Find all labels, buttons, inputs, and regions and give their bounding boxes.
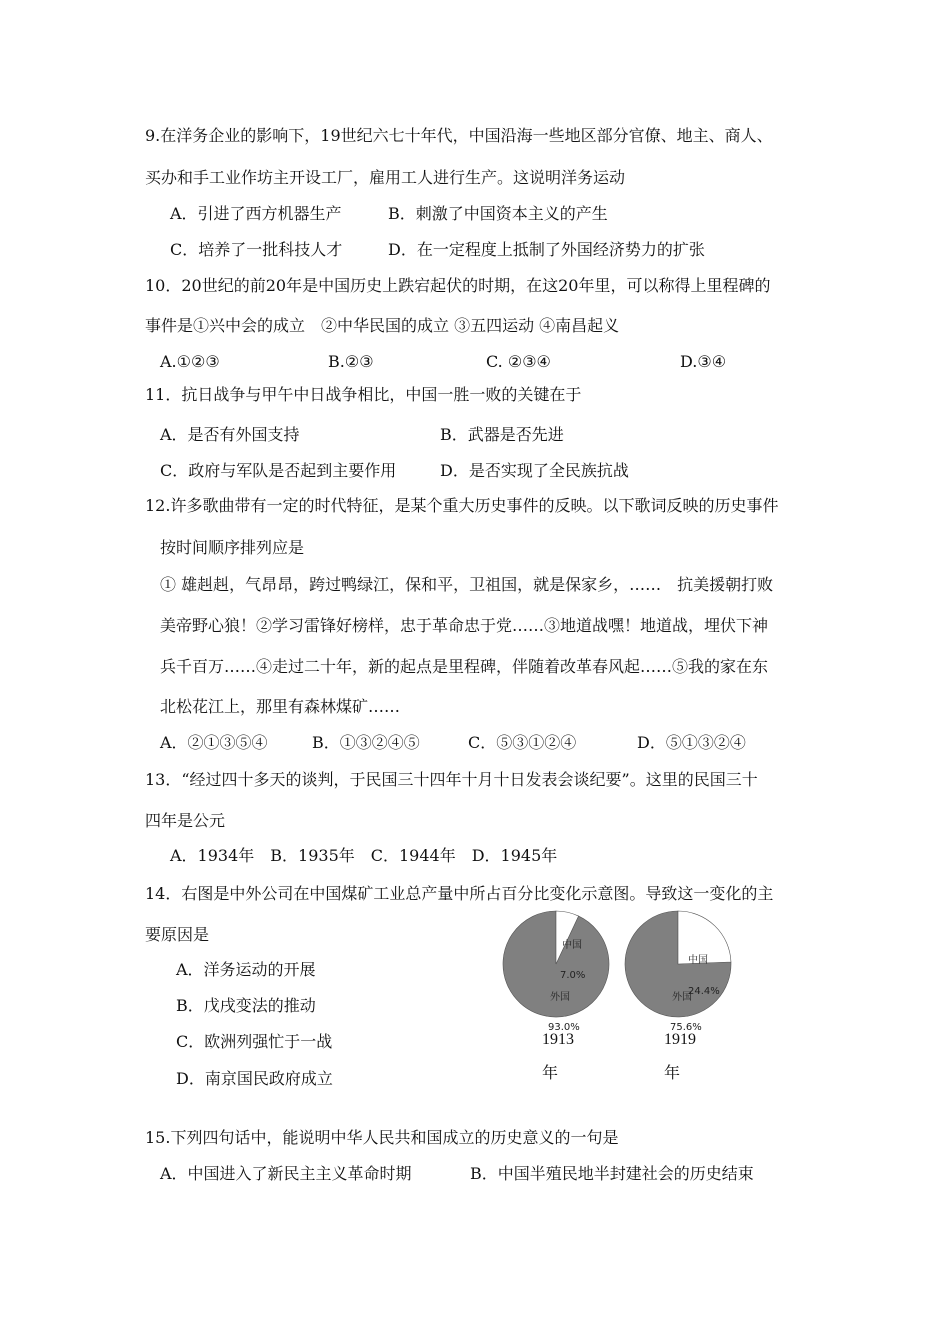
q12-option-c: C．⑤③①②④	[468, 733, 577, 752]
q14-stem-line1: 14．右图是中外公司在中国煤矿工业总产量中所占百分比变化示意图。导致这一变化的主	[145, 884, 774, 903]
q9-option-b: B．刺激了中国资本主义的产生	[388, 204, 608, 223]
q10-stem-line2: 事件是①兴中会的成立 ②中华民国的成立 ③五四运动 ④南昌起义	[145, 316, 620, 335]
pie-1919-value-china: 24.4%	[688, 986, 720, 997]
q10-stem-line1: 10．20世纪的前20年是中国历史上跌宕起伏的时期，在这20年里，可以称得上里程碑的	[145, 276, 771, 295]
q15-stem-line1: 15.下列四句话中，能说明中华人民共和国成立的历史意义的一句是	[145, 1128, 619, 1147]
q12-lyrics-line3: 兵千百万……④走过二十年，新的起点是里程碑，伴随着改革春风起……⑤我的家在东	[160, 657, 769, 676]
pie-1919-year-suffix: 年	[664, 1065, 681, 1082]
q13-stem-line1: 13．“经过四十多天的谈判，于民国三十四年十月十日发表会谈纪要”。这里的民国三十	[145, 770, 758, 789]
q12-lyrics-line2: 美帝野心狼！②学习雷锋好榜样，忠于革命忠于党……③地道战嘿！地道战，埋伏下神	[160, 616, 769, 635]
q14-option-c: C．欧洲列强忙于一战	[176, 1032, 333, 1051]
pie-1919-year: 1919	[664, 1031, 696, 1048]
pie-1913-label-china: 中国	[562, 940, 582, 951]
q11-option-d: D．是否实现了全民族抗战	[440, 461, 629, 480]
q11-option-b: B．武器是否先进	[440, 425, 564, 444]
q13-options: A．1934年 B．1935年 C．1944年 D．1945年	[170, 846, 558, 865]
q12-option-a: A．②①③⑤④	[160, 733, 268, 752]
q15-option-b: B．中国半殖民地半封建社会的历史结束	[470, 1164, 754, 1183]
q15-option-a: A．中国进入了新民主主义革命时期	[160, 1164, 412, 1183]
q10-option-a: A.①②③	[160, 352, 220, 371]
q9-option-a: A．引进了西方机器生产	[170, 204, 342, 223]
q11-option-a: A．是否有外国支持	[160, 425, 300, 444]
q9-option-d: D．在一定程度上抵制了外国经济势力的扩张	[388, 240, 705, 259]
pie-1919-value-foreign: 75.6%	[670, 1022, 702, 1032]
q12-lyrics-line4: 北松花江上，那里有森林煤矿……	[160, 697, 401, 716]
pie-1913-value-foreign: 93.0%	[548, 1022, 580, 1032]
q10-option-d: D.③④	[680, 352, 727, 371]
q11-stem-line1: 11．抗日战争与甲午中日战争相比，中国一胜一败的关键在于	[145, 385, 582, 404]
q10-option-b: B.②③	[328, 352, 374, 371]
pie-1913-value-china: 7.0%	[560, 970, 586, 981]
q12-lyrics-line1: ① 雄赳赳，气昂昂，跨过鸭绿江，保和平，卫祖国，就是保家乡，…… 抗美援朝打败	[160, 575, 774, 594]
q14-option-b: B．戊戌变法的推动	[176, 996, 316, 1015]
q9-option-c: C．培养了一批科技人才	[170, 240, 343, 259]
q12-option-b: B．①③②④⑤	[312, 733, 420, 752]
q9-stem-line1: 9.在洋务企业的影响下，19世纪六七十年代，中国沿海一些地区部分官僚、地主、商人、	[145, 126, 773, 145]
pie-1919-label-china: 中国	[688, 955, 708, 966]
pie-1919-label-foreign: 外国	[672, 992, 692, 1003]
q14-option-a: A．洋务运动的开展	[176, 960, 316, 979]
q9-stem-line2: 买办和手工业作坊主开设工厂，雇用工人进行生产。这说明洋务运动	[145, 168, 626, 187]
q12-option-d: D．⑤①③②④	[637, 733, 746, 752]
pie-1913-label-foreign: 外国	[550, 992, 570, 1003]
q10-option-c: C. ②③④	[486, 352, 551, 371]
q11-option-c: C．政府与军队是否起到主要作用	[160, 461, 397, 480]
q14-stem-line2: 要原因是	[145, 925, 210, 944]
q14-option-d: D．南京国民政府成立	[176, 1069, 333, 1088]
pie-1913-year: 1913	[542, 1031, 574, 1048]
pie-chart-1913	[500, 908, 612, 1032]
pie-1913-year-suffix: 年	[542, 1065, 559, 1082]
q13-stem-line2: 四年是公元	[145, 811, 226, 830]
pie-chart-1919	[622, 908, 734, 1032]
q12-stem-line2: 按时间顺序排列应是	[160, 538, 305, 557]
q12-stem-line1: 12.许多歌曲带有一定的时代特征，是某个重大历史事件的反映。以下歌词反映的历史事件	[145, 496, 779, 515]
